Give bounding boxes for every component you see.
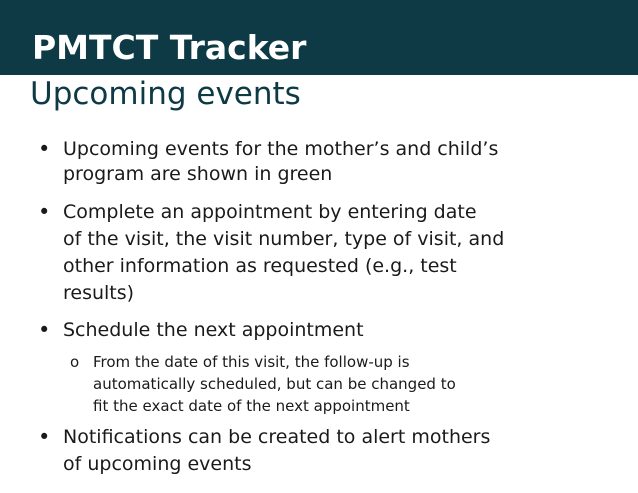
bullet-line: of upcoming events	[63, 453, 252, 475]
bullet-line: Complete an appointment by entering date	[63, 201, 477, 223]
bullet-line: Notifications can be created to alert mothers	[63, 426, 491, 448]
sub-bullet-line: From the date of this visit, the follow-up is	[93, 353, 410, 371]
bullet-line: other information as requested (e.g., test	[63, 255, 457, 277]
bullet-line: Schedule the next appointment	[63, 319, 364, 341]
bullet-line: Upcoming events for the mother’s and child’s	[63, 138, 499, 160]
sub-bullet-line: fit the exact date of the next appointment	[93, 397, 410, 415]
bullet-marker: •	[38, 200, 51, 224]
bullet-marker: •	[38, 137, 51, 161]
sub-bullet-line: automatically scheduled, but can be changed to	[93, 375, 456, 393]
slide-subtitle: Upcoming events	[30, 76, 301, 112]
bullet-marker: •	[38, 425, 51, 449]
bullet-line: program are shown in green	[63, 163, 333, 185]
slide-title: PMTCT Tracker	[32, 28, 307, 67]
bullet-line: of the visit, the visit number, type of visit, and	[63, 228, 505, 250]
bullet-line: results)	[63, 282, 135, 304]
sub-bullet-marker: o	[70, 353, 80, 371]
bullet-marker: •	[38, 318, 51, 342]
